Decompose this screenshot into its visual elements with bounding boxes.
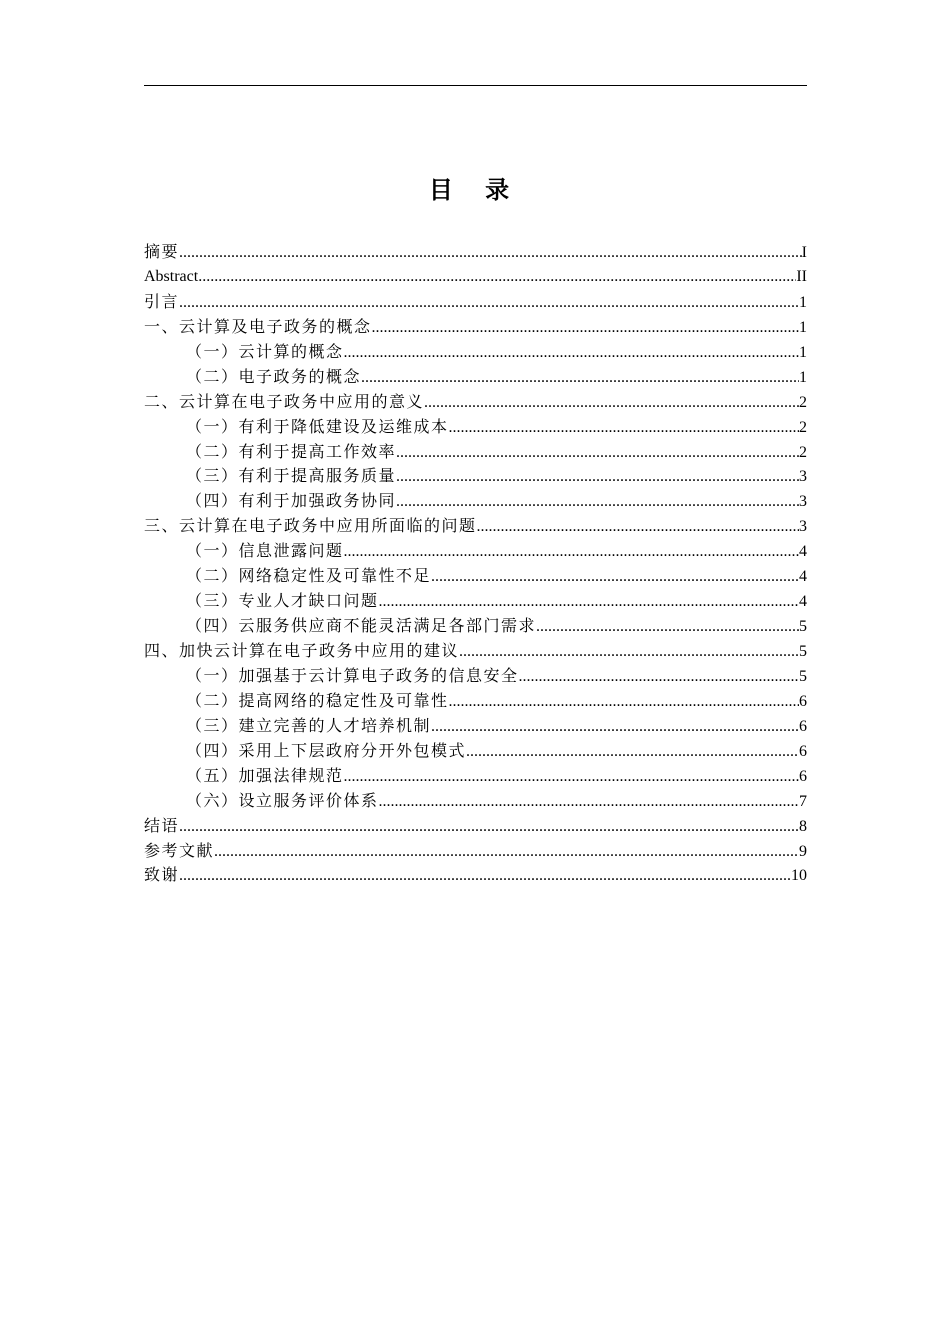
toc-entry[interactable]	[144, 564, 807, 589]
toc-entry-label: 致谢	[144, 865, 180, 885]
toc-dot-leader	[519, 665, 799, 689]
toc-entry-label: （四）云服务供应商不能灵活满足各部门需求	[186, 616, 537, 636]
toc-entry-page-number: 5	[799, 643, 807, 660]
toc-entry[interactable]	[144, 464, 807, 489]
toc-entry-page-number: 3	[799, 493, 807, 511]
toc-dot-leader	[179, 241, 802, 265]
toc-entry-label: （二）有利于提高工作效率	[186, 441, 397, 461]
toc-entry-label: 摘要	[144, 242, 180, 261]
toc-entry-label: （三）建立完善的人才培养机制	[186, 715, 432, 735]
toc-entry[interactable]	[144, 489, 807, 514]
toc-entry-label: （三）专业人才缺口问题	[186, 591, 379, 611]
toc-entry[interactable]	[144, 440, 807, 465]
toc-entry-label: Abstract	[144, 267, 199, 285]
toc-entry-label: （五）加强法律规范	[186, 765, 344, 785]
toc-dot-leader	[372, 316, 799, 340]
toc-entry-page-number: 6	[799, 692, 807, 710]
toc-entry-page-number: 1	[799, 318, 807, 336]
toc-dot-leader	[344, 540, 799, 564]
toc-dot-leader	[449, 416, 799, 440]
toc-entry-label: 四、加快云计算在电子政务中应用的建议	[144, 641, 460, 660]
toc-entry-label: （一）加强基于云计算电子政务的信息安全	[186, 665, 519, 685]
toc-title: 目 录	[428, 176, 522, 204]
toc-entry[interactable]	[144, 539, 807, 564]
toc-entry[interactable]	[144, 863, 807, 888]
toc-entry-label: 结语	[144, 815, 180, 835]
toc-entry[interactable]	[144, 365, 807, 390]
toc-entry-label: （二）电子政务的概念	[186, 366, 362, 386]
toc-entry[interactable]	[144, 589, 807, 614]
toc-entry-label: （一）信息泄露问题	[186, 541, 344, 561]
toc-dot-leader	[344, 341, 799, 365]
toc-entry-label: （一）云计算的概念	[186, 341, 344, 361]
toc-entry-label: （二）提高网络的稳定性及可靠性	[186, 690, 449, 710]
toc-entry-page-number: 10	[791, 867, 807, 885]
toc-entry[interactable]	[144, 290, 807, 315]
toc-dot-leader	[477, 515, 799, 539]
toc-entry-page-number: 5	[799, 618, 807, 636]
toc-dot-leader	[379, 790, 799, 814]
toc-entry-label: （三）有利于提高服务质量	[186, 466, 397, 486]
toc-entry-label: 三、云计算在电子政务中应用所面临的问题	[144, 516, 477, 536]
toc-entry[interactable]	[144, 315, 807, 340]
toc-dot-leader	[379, 590, 799, 614]
toc-dot-leader	[179, 815, 799, 839]
toc-entry-page-number: 8	[799, 817, 807, 835]
toc-entry[interactable]	[144, 614, 807, 639]
toc-entry[interactable]	[144, 265, 807, 290]
toc-entry-label: 参考文献	[144, 840, 215, 860]
toc-entry[interactable]	[144, 764, 807, 789]
toc-entry-page-number: 4	[799, 568, 807, 586]
toc-dot-leader	[361, 366, 799, 390]
toc-dot-leader	[344, 765, 799, 789]
toc-entry[interactable]	[144, 390, 807, 415]
toc-entry-page-number: 5	[799, 667, 807, 685]
toc-entry-page-number: I	[801, 244, 807, 261]
toc-entry-label: （一）有利于降低建设及运维成本	[186, 416, 449, 436]
toc-entry-label: （二）网络稳定性及可靠性不足	[186, 566, 432, 586]
toc-entry-page-number: 1	[799, 368, 807, 386]
toc-entry-label: 引言	[144, 291, 180, 311]
toc-dot-leader	[424, 391, 799, 415]
toc-entry[interactable]	[144, 739, 807, 764]
toc-entry[interactable]	[144, 714, 807, 739]
toc-entry[interactable]	[144, 839, 807, 864]
toc-entry-page-number: 2	[799, 418, 807, 436]
header-rule	[144, 85, 807, 86]
toc-dot-leader	[396, 441, 799, 465]
toc-entry-page-number: 6	[799, 742, 807, 760]
toc-entry[interactable]	[144, 689, 807, 714]
toc-dot-leader	[179, 291, 799, 315]
toc-entry-page-number: 2	[799, 393, 807, 411]
toc-entry-label: 一、云计算及电子政务的概念	[144, 316, 372, 336]
toc-entry[interactable]	[144, 340, 807, 365]
toc-dot-leader	[396, 465, 799, 489]
toc-dot-leader	[449, 690, 799, 714]
toc-entry[interactable]	[144, 240, 807, 265]
toc-entry-page-number: 6	[799, 717, 807, 735]
toc-entry-page-number: 4	[799, 543, 807, 561]
toc-entry[interactable]	[144, 789, 807, 814]
toc-entry-page-number: 2	[799, 443, 807, 461]
toc-entry-page-number: 9	[799, 842, 807, 860]
toc-dot-leader	[179, 864, 791, 888]
toc-entry-page-number: 4	[799, 593, 807, 611]
toc-dot-leader	[214, 840, 799, 864]
toc-entry-page-number: 7	[799, 792, 807, 810]
toc-entry-page-number: 3	[799, 468, 807, 486]
toc-dot-leader	[198, 265, 796, 290]
toc-dot-leader	[466, 740, 799, 764]
toc-entry[interactable]	[144, 514, 807, 539]
toc-entry[interactable]	[144, 415, 807, 440]
toc-entry-page-number: 6	[799, 767, 807, 785]
toc-dot-leader	[396, 490, 799, 514]
toc-entry-label: 二、云计算在电子政务中应用的意义	[144, 391, 425, 411]
toc-entry[interactable]	[144, 814, 807, 839]
toc-entry-label: （四）有利于加强政务协同	[186, 491, 397, 511]
toc-entry-label: （四）采用上下层政府分开外包模式	[186, 740, 467, 760]
toc-entry[interactable]	[144, 639, 807, 664]
toc-entry-page-number: II	[796, 267, 807, 285]
toc-entry-page-number: 1	[799, 343, 807, 361]
toc-dot-leader	[536, 615, 799, 639]
toc-dot-leader	[431, 565, 799, 589]
toc-dot-leader	[431, 715, 799, 739]
toc-dot-leader	[459, 640, 799, 664]
toc-entry-page-number: 3	[799, 518, 807, 536]
table-of-contents	[144, 240, 807, 888]
toc-entry-page-number: 1	[799, 293, 807, 311]
toc-entry[interactable]	[144, 664, 807, 689]
toc-entry-label: （六）设立服务评价体系	[186, 790, 379, 810]
